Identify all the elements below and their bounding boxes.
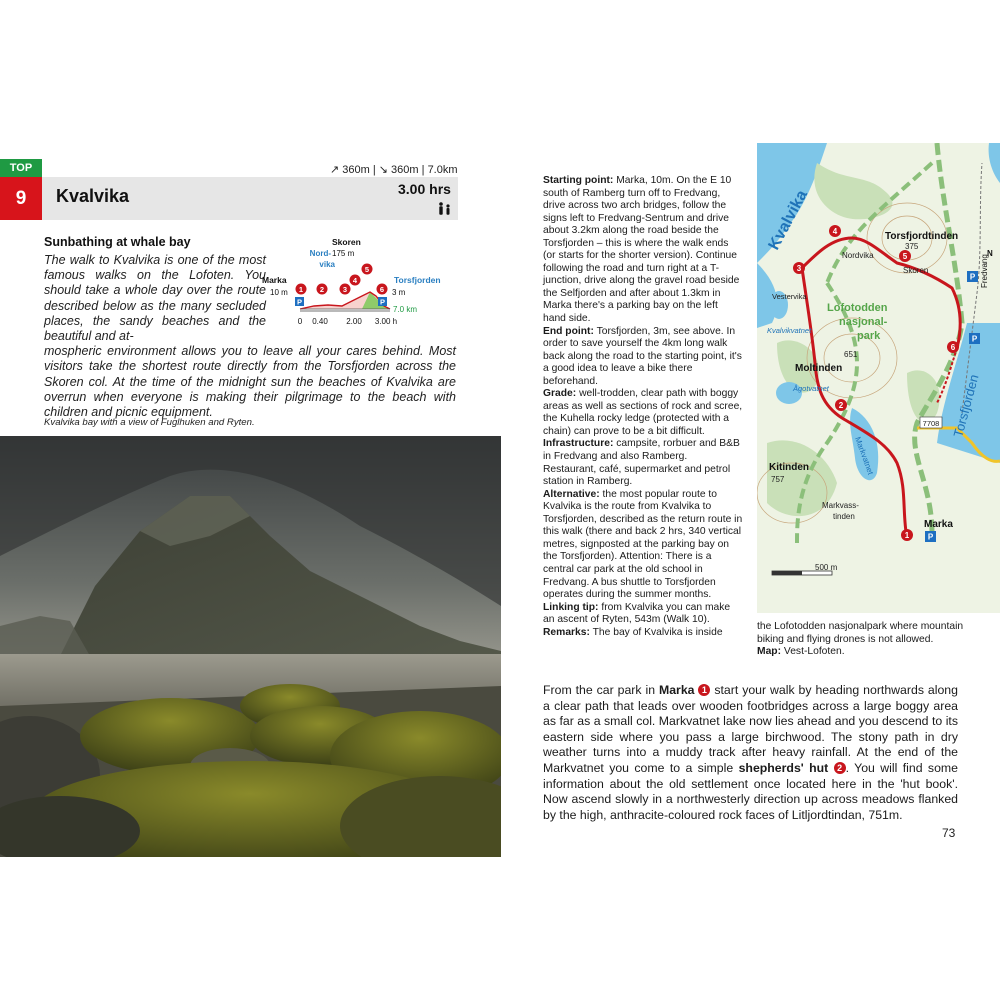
svg-text:3: 3 [796, 264, 802, 273]
end-point-text: Torsfjorden, 3m, see above. In order to save yourself the 4km long walk back along the road to the starting point, it's a good idea to leave a bike there beforehand. [543, 325, 742, 387]
profile-time-0: 0 [297, 317, 303, 326]
map-skoren: Skoren [903, 266, 929, 275]
alternative-label: Alternative: [543, 488, 600, 500]
svg-text:6: 6 [379, 285, 385, 294]
profile-time-3: 3.00 h [374, 317, 398, 326]
map-parking-1 [967, 271, 978, 282]
infrastructure-text: campsite, rorbuer and B&B in Fredvang and also Ramberg. Restaurant, café, supermarket and petrol station in Ramberg. [543, 438, 740, 488]
infrastructure-label: Infrastructure: [543, 438, 614, 450]
map-markvasstinden-1: Markvass- [822, 501, 859, 510]
elevation-profile [262, 234, 462, 330]
grade-text: well-trodden, clear path with boggy areas as well as sections of rock and scree, the Kuhella rocky ledge (protected with a chain) can prove to be a bit difficult. [543, 388, 743, 437]
linking-text: from Kvalvika you can make an ascent of Ryten, 543m (Walk 10). [543, 601, 731, 626]
map-vestervika: Vestervika [772, 292, 807, 301]
descent: ↘ 360m [378, 164, 419, 176]
map-north: N [987, 249, 993, 258]
map-markvasstinden-2: tinden [833, 512, 855, 521]
map-parking-3 [925, 531, 936, 542]
route-info [543, 175, 743, 639]
map-scale: 500 m [815, 563, 838, 572]
profile-nordvika-2: vika [319, 260, 335, 269]
map-moltinden: Moltinden [795, 363, 843, 374]
map-text: Vest-Lofoten. [783, 646, 845, 658]
map-kitinden: Kitinden [769, 462, 809, 473]
profile-distance: 7.0 km [393, 305, 418, 314]
profile-waypoint-1 [296, 284, 307, 295]
starting-point-label: Starting point: [543, 175, 614, 186]
top-badge: TOP [0, 159, 42, 177]
profile-waypoint-2 [317, 284, 328, 295]
profile-nordvika-1: Nord- [309, 249, 331, 258]
ascent: ↗ 360m [330, 164, 370, 176]
profile-waypoint-4 [350, 275, 361, 286]
svg-text:P: P [296, 297, 303, 307]
landscape-photo [0, 436, 501, 857]
map-waypoint-2 [835, 399, 847, 411]
intro-text-wide: mospheric environment allows you to leave all your cares behind. Most visitors take the shortest route directly from the Torsfjorden across the Skoren col. At the time of the midnight sun the beaches of Kvalvika are overrun when everyone is making their pilgrimage to the beach with children and picnic equipment. [44, 344, 456, 420]
profile-time-2: 2.00 [346, 317, 362, 326]
route-map [757, 143, 1000, 613]
svg-text:2: 2 [319, 285, 325, 294]
end-point-label: End point: [543, 325, 594, 337]
map-torsfjordtinden: Torsfjordtinden [885, 231, 959, 242]
svg-text:P: P [971, 334, 978, 344]
waypoint-2-marker: 2 [834, 762, 846, 774]
route-stats: ↗ 360m | ↘ 360m | 7.0km [330, 164, 458, 176]
route-description: From the car park in Marka 1 start your walk by heading northwards along a clear path that leads over wooden footbridges across a large boggy area as far as a small col. Markvatnet lake now lies ahead and you descend to its eastern side where you pass a large birchwood. The stony path in dry weather turns into a muddy track after heavy rainfall. At the end of the Markvatnet you come to a simple shepherds' hut 2 . You will find some information about the old settlement once located here in the 'hut book'. Now ascend slowly in a northwesterly direction up across meadows flanked by the high, anthracite-coloured rock faces of Litljordtindan, 751m. [543, 683, 958, 822]
map-waypoint-3 [793, 262, 805, 274]
profile-waypoint-3 [340, 284, 351, 295]
distance: 7.0km [427, 164, 458, 176]
remarks-label: Remarks: [543, 626, 590, 638]
map-park-1: Lofotodden [827, 302, 888, 314]
linking-label: Linking tip: [543, 601, 599, 613]
route-number: 9 [0, 177, 42, 220]
grade-label: Grade: [543, 388, 577, 400]
map-markvatnet: Markvatnet [853, 435, 876, 476]
marka-bold: Marka [658, 683, 695, 697]
intro-heading: Sunbathing at whale bay [44, 235, 191, 249]
map-kvalvika: Kvalvika [765, 187, 812, 253]
map-waypoint-6 [947, 341, 959, 353]
map-parking-2 [969, 333, 980, 344]
profile-waypoint-5 [362, 264, 373, 275]
svg-text:2: 2 [838, 401, 844, 410]
duration: 3.00 hrs [398, 181, 451, 197]
profile-marka: Marka [262, 275, 287, 285]
profile-torsfjorden-alt: 3 m [392, 288, 406, 297]
svg-text:P: P [969, 272, 976, 282]
map-moltinden-alt: 651 [844, 350, 858, 359]
map-waypoint-4 [829, 225, 841, 237]
map-marka: Marka [924, 519, 953, 530]
remarks-text: The bay of Kvalvika is inside [592, 626, 723, 638]
page-number: 73 [942, 826, 956, 840]
remarks-continued: the Lofotodden nasjonalpark where mountain biking and flying drones is not allowed. Map: Vest-Lofoten. [757, 621, 964, 658]
family-icon [437, 202, 453, 215]
map-waypoint-5 [899, 250, 911, 262]
svg-text:5: 5 [364, 265, 370, 274]
map-torsfjordtinden-alt: 375 [905, 242, 919, 251]
page-title: Kvalvika [56, 186, 130, 206]
profile-torsfjorden: Torsfjorden [394, 275, 441, 285]
starting-point-text: Marka, 10m. On the E 10 south of Ramberg turn off to Fredvang, drive across two arch bridges, follow the signs left to Fredvang-Sentrum and drive about 3.2km along the road beside the Torsfjorden – this is where the walk ends (or starts for the shorter version). Continue following the road and turn right at a T-junction, drive along the gravel road beside the Selfjorden and after about 1.3km in Marka there's a parking bay on the left hand side. [543, 175, 740, 325]
waypoint-1-marker: 1 [698, 684, 710, 696]
map-kvalvikvatnet: Kvalvikvatnet [767, 326, 812, 335]
profile-skoren: Skoren [332, 237, 361, 247]
map-park-3: park [857, 330, 881, 342]
svg-text:4: 4 [832, 227, 838, 236]
profile-skoren-alt: 175 m [332, 249, 355, 258]
svg-text:P: P [379, 297, 386, 307]
intro-text-narrow: The walk to Kvalvika is one of the most famous walks on the Lofoten. You should take a whole day over the route described below as the many secluded places, the sandy beaches and the beautiful and at- [44, 253, 266, 344]
map-road-number: 7708 [922, 419, 940, 428]
map-torsfjorden: Torsfjorden [950, 372, 982, 439]
profile-marka-alt: 10 m [270, 288, 288, 297]
map-waypoint-1 [901, 529, 913, 541]
map-agotvatnet: Ågotvatnet [793, 384, 829, 393]
svg-text:3: 3 [342, 285, 348, 294]
map-nordvika: Nordvika [842, 251, 874, 260]
svg-text:1: 1 [298, 285, 304, 294]
map-park-2: nasjonal- [839, 316, 888, 328]
hut-bold: shepherds' hut [738, 760, 829, 775]
svg-text:5: 5 [902, 252, 908, 261]
photo-caption: Kvalvika bay with a view of Fuglhuken and Ryten. [44, 417, 255, 428]
map-fredvang: Fredvang [980, 254, 989, 288]
svg-text:P: P [927, 532, 934, 542]
svg-text:4: 4 [352, 276, 358, 285]
map-label: Map: [757, 646, 782, 658]
profile-time-1: 0.40 [312, 317, 328, 326]
profile-waypoint-6 [377, 284, 388, 295]
alternative-text: the most popular route to Kvalvika is the route from Kvalvika to Torsfjorden, described as the return route in this walk (there and back 2 hrs, 340 vertical metres, signposted at the parking bay on the Torsfjorden). Attention: There is a central car park at the old school in Fredvang. A bus shuttle to Torsfjorden operates during the summer months. [543, 488, 743, 601]
svg-text:1: 1 [904, 531, 910, 540]
svg-text:6: 6 [950, 343, 956, 352]
map-kitinden-alt: 757 [771, 475, 785, 484]
